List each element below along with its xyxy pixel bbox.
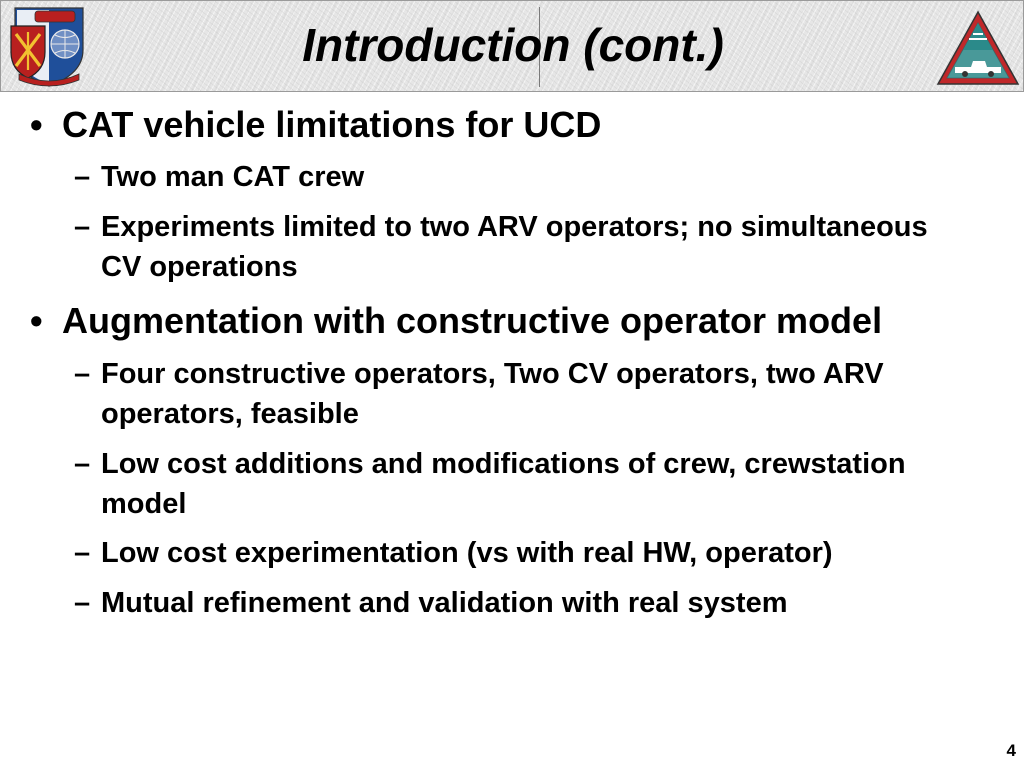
sub-bullet-symbol: – xyxy=(74,537,91,569)
triangle-emblem-icon xyxy=(935,9,1021,89)
bullet-symbol: • xyxy=(30,104,43,145)
sub-bullet-text: Mutual refinement and validation with real system xyxy=(101,587,788,619)
sub-bullet-symbol: – xyxy=(74,358,91,390)
sub-bullet-symbol: – xyxy=(74,211,91,243)
sub-bullet-symbol: – xyxy=(74,587,91,619)
slide-title: Introduction (cont.) xyxy=(302,19,724,71)
title-bar xyxy=(0,0,1024,92)
sub-bullet-text: Low cost additions and modifications of crew, crewstation model xyxy=(101,448,906,520)
bullet-text: CAT vehicle limitations for UCD xyxy=(62,104,602,145)
sub-bullet-symbol: – xyxy=(74,161,91,193)
sub-bullet-text: Low cost experimentation (vs with real HW, operator) xyxy=(101,537,833,569)
bullet-symbol: • xyxy=(30,300,43,341)
bullet-text: Augmentation with constructive operator model xyxy=(62,300,883,341)
sub-bullet-text: Experiments limited to two ARV operators; no simultaneous CV operations xyxy=(101,211,928,283)
page-number: 4 xyxy=(1006,741,1016,760)
sub-bullet-symbol: – xyxy=(74,448,91,480)
sub-bullet-text: Two man CAT crew xyxy=(101,161,365,193)
sub-bullet-text: Four constructive operators, Two CV operators, two ARV operators, feasible xyxy=(101,358,884,430)
